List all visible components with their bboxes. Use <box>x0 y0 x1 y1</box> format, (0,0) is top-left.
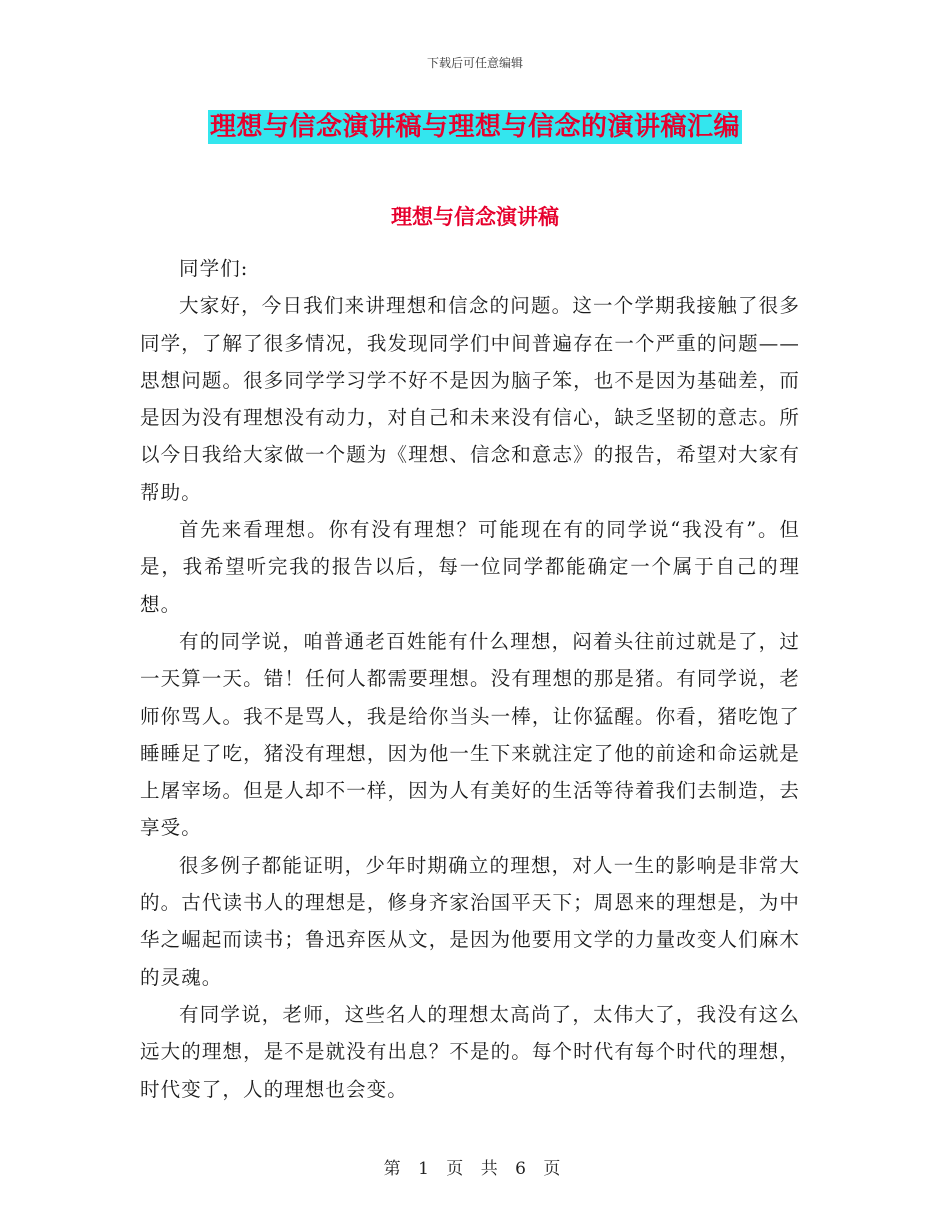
paragraph: 很多例子都能证明，少年时期确立的理想，对人一生的影响是非常大的。古代读书人的理想是，修身齐家治国平天下；周恩来的理想是，为中华之崛起而读书；鲁迅弃医从文，是因为他要用文学的力量改变人们麻木的灵魂。 <box>140 853 800 989</box>
paragraph: 有的同学说，咱普通老百姓能有什么理想，闷着头往前过就是了，过一天算一天。错！任何人都需要理想。没有理想的那是猪。有同学说，老师你骂人。我不是骂人，我是给你当头一棒，让你猛醒。你看，猪吃饱了睡睡足了吃，猪没有理想，因为他一生下来就注定了他的前途和命运就是上屠宰场。但是人却不一样，因为人有美好的生活等待着我们去制造，去享受。 <box>140 629 800 840</box>
paragraph-greeting: 同学们: <box>179 257 249 280</box>
paragraph: 有同学说，老师，这些名人的理想太高尚了，太伟大了，我没有这么远大的理想，是不是就没有出息？不是的。每个时代有每个时代的理想，时代变了，人的理想也会变。 <box>140 1002 800 1101</box>
header-note: 下载后可任意编辑 <box>426 56 523 70</box>
section-title: 理想与信念演讲稿 <box>391 204 559 229</box>
page-number-footer: 第 1 页 共 6 页 <box>383 1159 567 1179</box>
document-title-container <box>0 110 950 144</box>
paragraph: 大家好，今日我们来讲理想和信念的问题。这一个学期我接触了很多同学，了解了很多情况，我发现同学们中间普遍存在一个严重的问题——思想问题。很多同学学习学不好不是因为脑子笨，也不是因为基础差，而是因为没有理想没有动力，对自己和未来没有信心，缺乏坚韧的意志。所以今日我给大家做一个题为《理想、信念和意志》的报告，希望对大家有帮助。 <box>140 294 800 504</box>
document-title: 理想与信念演讲稿与理想与信念的演讲稿汇编 <box>209 112 740 142</box>
document-body <box>140 250 800 1108</box>
paragraph: 首先来看理想。你有没有理想？可能现在有的同学说“我没有”。但是，我希望听完我的报告以后，每一位同学都能确定一个属于自己的理想。 <box>140 518 800 616</box>
